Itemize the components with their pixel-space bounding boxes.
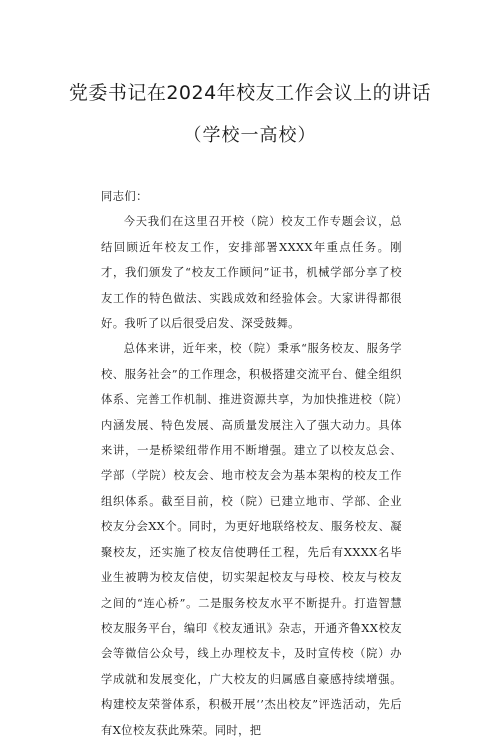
document-subtitle: （学校一高校） [183, 125, 317, 146]
paragraph-opening: 今天我们在这里召开校（院）校友工作专题会议，总结回顾近年校友工作，安排部署XXXX年重点任务。刚才，我们颁发了“校友工作顾问”证书，机械学部分享了校友工作的特色做法、实践成效和经验体会。大家讲得都很好。我听了以后很受启发、深受鼓舞。 [101, 215, 402, 331]
paragraph-overview: 总体来讲，近年来，校（院）秉承“服务校友、服务学校、服务社会”的工作理念，积极搭建交流平台、健全组织体系、完善工作机制、推进资源共享，为加快推进校（院）内涵发展、特色发展、高质量发展注入了强大动力。具体来讲，一是桥梁纽带作用不断增强。建立了以校友总会、学部（学院）校友会、地市校友会为基本架构的校友工作组织体系。截至目前，校（院）已建立地市、学部、企业校友分会XX个。同时，为更好地联络校友、服务校友、凝聚校友，还实施了校友信使聘任工程，先后有XXXX名毕业生被聘为校友信使，切实架起校友与母校、校友与校友之间的“连心桥”。二是服务校友水平不断提升。打造智慧校友服务平台，编印《校友通讯》杂志，开通齐鲁XX校友会等微信公众号，线上办理校友卡，及时宣传校（院）办学成就和发展变化，广大校友的归属感自豪感持续增强。构建校友荣誉体系，积极开展‘’杰出校友”评选活动，先后有X位校友获此殊荣。同时，把 [101, 342, 402, 737]
document-body [101, 184, 402, 743]
salutation: 同志们： [101, 190, 148, 203]
document-title: 党委书记在2024年校友工作会议上的讲话 [68, 82, 432, 104]
